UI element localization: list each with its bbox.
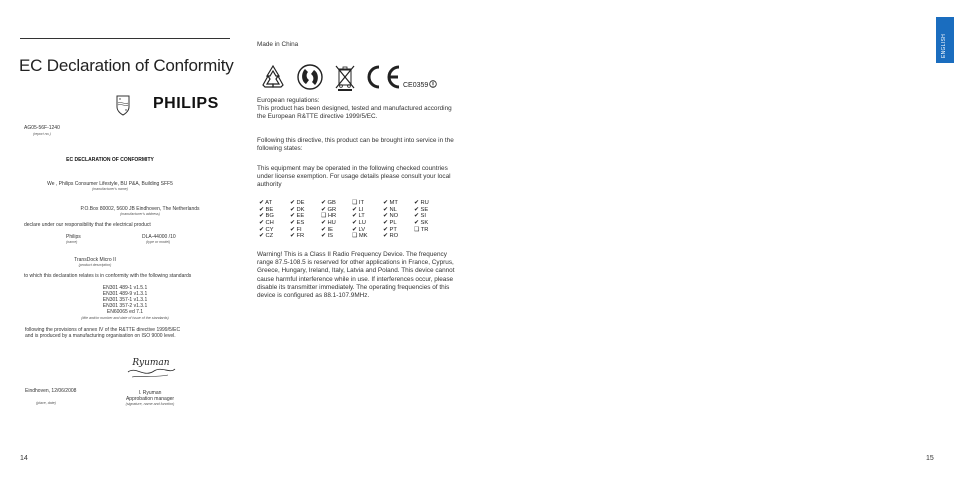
country-item: ✔ LU [352, 220, 366, 227]
country-item: ✔ SI [414, 213, 426, 220]
warning-text: Warning! This is a Class II Radio Frequency Device. The frequency range 87.5-108.5 is reserved for other applications in France, Cyprus, Greece, Hungary, Ireland, Italy, Latvia and Poland. This device cannot cause harmful interference while in use. If interferences occur, please disable its transmitter immediately. The operating frequencies of this device is configured as 88.1-107.9MHz. [257, 251, 455, 300]
language-tab-label: ENGLISH [941, 33, 947, 58]
regulations-title: European regulations: [257, 97, 320, 104]
signature [124, 352, 178, 382]
report-number-caption: (report no.) [33, 132, 51, 136]
country-item: ✔ SK [414, 220, 429, 227]
page-title: EC Declaration of Conformity [19, 56, 234, 76]
alert-circle-icon [429, 80, 437, 88]
country-item: ✔ PT [383, 226, 397, 233]
place-date-caption: (place, date) [36, 401, 56, 405]
green-dot-icon [296, 63, 324, 91]
place-date: Eindhoven, 12/06/2008 [25, 388, 77, 394]
standards-caption: (title and/or number and date of issue of the standards) [81, 316, 169, 320]
country-item: ✔ FI [290, 226, 302, 233]
country-item: ❑ TR [414, 226, 429, 233]
provision-line-1: following the provisions of annex IV of the R&TTE directive 1999/5/EC [25, 327, 181, 333]
page-number-left: 14 [20, 455, 28, 462]
made-in: Made in China [257, 41, 299, 48]
equipment-text: This equipment may be operated in the following checked countries under license exemption. For usage details please consult your local authority [257, 165, 451, 189]
signer-caption: (signature, name and function) [125, 402, 175, 406]
country-item: ✔ EE [290, 213, 305, 220]
address-caption: (manufacturer's address) [120, 212, 160, 216]
product-name-caption: (name) [66, 240, 78, 244]
country-item: ✔ PL [383, 220, 397, 227]
country-item: ❑ HR [321, 213, 337, 220]
philips-shield-icon [115, 94, 131, 116]
compliance-icons [259, 63, 459, 95]
standard-5: EN60065 ed 7.1 [106, 309, 144, 315]
country-item: ✔ DE [290, 200, 305, 206]
country-item: ✔ LI [352, 206, 364, 213]
manufacturer-address: P.O.Box 80002, 5600 JB Eindhoven, The Netherlands [80, 206, 200, 212]
country-item: ✔ IE [321, 226, 333, 233]
ce-code-text: CE0359 [403, 82, 429, 89]
regulations-body: This product has been designed, tested and manufactured according the European R&TTE directive 1999/5/EC. [257, 105, 452, 121]
country-item: ✔ GB [321, 200, 336, 206]
product-model-caption: (type or model) [146, 240, 171, 244]
standard-4: EN301 357-2 v1.3.1 [102, 303, 148, 309]
manufacturer-name: We , Philips Consumer Lifestyle, BU P&A, Building SFF5 [47, 181, 173, 187]
declare-statement: declare under our responsibility that the electrical product [24, 222, 151, 228]
country-item: ✔ DK [290, 206, 305, 213]
signer-name: I. Ryuman [138, 390, 162, 396]
country-item: ❑ MK [352, 233, 368, 240]
country-item: ✔ MT [383, 200, 398, 206]
country-item: ✔ RU [414, 200, 429, 206]
signature-text: Ryuman [132, 358, 170, 368]
directive-text: Following this directive, this product can be brought into service in the following states: [257, 137, 454, 153]
standard-1: EN301 489-1 v1.5.1 [102, 285, 148, 291]
country-item: ✔ BE [259, 206, 274, 213]
standard-3: EN301 357-1 v1.3.1 [102, 297, 148, 303]
title-rule [20, 38, 230, 39]
product-description: TransDock Micro II [74, 257, 116, 263]
country-item: ✔ SE [414, 206, 429, 213]
regulations-block [257, 97, 457, 122]
country-item: ✔ CZ [259, 233, 274, 240]
country-item: ✔ LV [352, 226, 366, 233]
country-item: ✔ NL [383, 206, 397, 213]
country-item: ✔ RO [383, 233, 399, 240]
country-item: ✔ ES [290, 220, 305, 227]
country-item: ✔ BG [259, 213, 274, 220]
provision-line-2: and is produced by a manufacturing organisation on ISO 9000 level. [25, 333, 176, 339]
standard-2: EN301 489-9 v1.3.1 [102, 291, 148, 297]
country-grid [259, 200, 445, 240]
country-item: ✔ HU [321, 220, 336, 227]
signer-title: Approbation manager [125, 396, 175, 402]
product-description-caption: (product description) [78, 263, 112, 267]
declaration-heading: EC DECLARATION OF CONFORMITY [66, 157, 154, 163]
country-item: ✔ FR [290, 233, 305, 240]
page-number-right: 15 [926, 455, 934, 462]
weee-bin-icon [333, 63, 357, 91]
country-item: ✔ CH [259, 220, 274, 227]
country-item: ✔ NO [383, 213, 399, 220]
ce-code [403, 80, 437, 89]
language-tab[interactable] [936, 17, 954, 63]
country-item: ❑ IT [352, 200, 364, 206]
philips-logo: PHILIPS [153, 95, 219, 112]
country-item: ✔ LT [352, 213, 365, 220]
product-model: DLA-44000 /10 [142, 234, 176, 240]
conformity-statement: to which this declaration relates is in conformity with the following standards [24, 273, 192, 279]
recycle-icon [259, 63, 287, 91]
country-item: ✔ CY [259, 226, 274, 233]
country-item: ✔ GR [321, 206, 337, 213]
country-item: ✔ AT [259, 200, 273, 206]
product-name: Philips [66, 234, 81, 240]
ce-mark-icon [361, 63, 403, 91]
report-number: AG05-56F-1240 [24, 125, 60, 131]
manufacturer-caption: (manufacturer's name) [91, 187, 129, 191]
country-item: ✔ IS [321, 233, 333, 240]
